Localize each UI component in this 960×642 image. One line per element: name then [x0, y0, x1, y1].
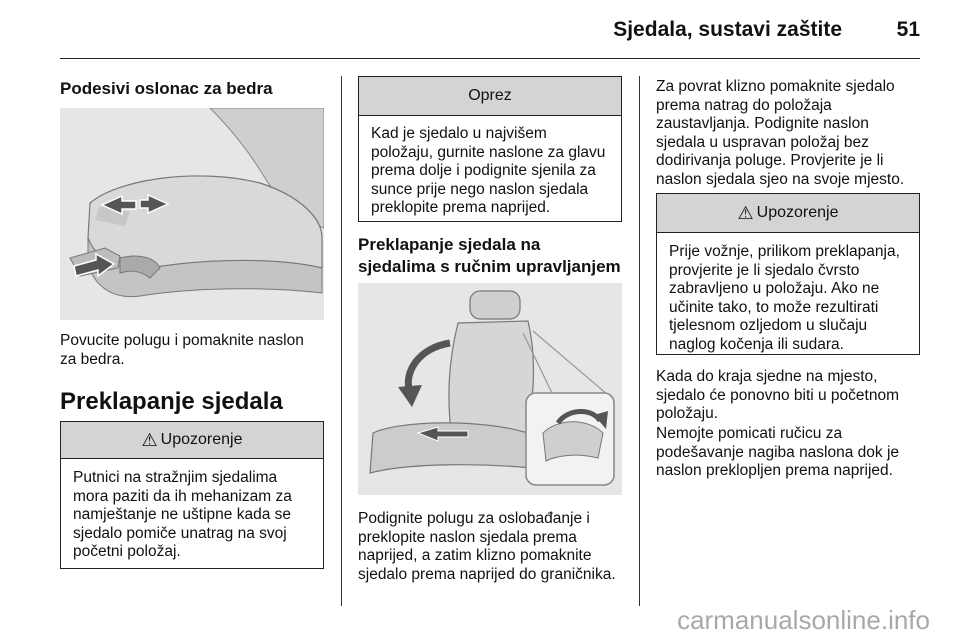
seat-folding-illustration	[358, 283, 622, 495]
manual-seat-folding-instruction: Podignite polugu za oslobađanje i preklopite naslon sjedala prema naprijed, a zatim klizno pomaknite sjedalo prema naprijed do graničnika.	[358, 510, 616, 583]
warning-box-rear-passengers	[60, 421, 324, 569]
warning-box-header	[61, 422, 323, 459]
recline-lever-caution-note: Nemojte pomicati ručicu za podešavanje nagiba naslona dok je naslon preklopljen prema naprijed.	[656, 425, 900, 479]
section-heading-manual-seat-folding-line2: sjedalima s ručnim upravljanjem	[358, 257, 621, 276]
caution-box	[358, 76, 622, 222]
warning-box-header	[657, 194, 919, 233]
column-divider-2	[639, 76, 640, 606]
caution-title: Oprez	[468, 87, 512, 104]
seat-folding-drawing	[358, 283, 622, 495]
column-divider-1	[341, 76, 342, 606]
section-heading-thigh-support: Podesivi oslonac za bedra	[60, 79, 273, 98]
header-divider	[60, 58, 920, 59]
warning-title: Upozorenje	[160, 431, 243, 448]
warning-text: Prije vožnje, prilikom preklapanja, provjerite je li sjedalo čvrsto zabravljeno u položaju. Ako ne učinite tako, to može rezultirati tjelesnom ozljedom u slučaju naglog kočenja ili sudara.	[669, 243, 900, 353]
caution-text: Kad je sjedalo u najvišem položaju, gurnite naslone za glavu prema dolje i podignite sjenila za sunce prije nego naslon sjedala preklopite prema naprijed.	[371, 125, 606, 216]
warning-title: Upozorenje	[756, 204, 839, 221]
thigh-support-drawing	[60, 108, 324, 320]
page-number: 51	[896, 18, 920, 41]
thigh-support-instruction: Povucite polugu i pomaknite naslon za bedra.	[60, 332, 304, 368]
section-heading-manual-seat-folding-line1: Preklapanje sjedala na	[358, 235, 541, 254]
warning-text: Putnici na stražnjim sjedalima mora paziti da ih mehanizam za namještanje ne uštipne kada se sjedalo pomiče unatrag na svoj početni položaj.	[73, 469, 292, 560]
watermark: carmanualsonline.info	[677, 605, 930, 635]
warning-icon: ⚠	[737, 203, 754, 223]
seat-return-instruction: Za povrat klizno pomaknite sjedalo prema natrag do položaja zaustavljanja. Podignite naslon sjedala u uspravan položaj bez dodirivanja poluge. Provjerite je li naslon sjedala sjeo na svoje mjesto.	[656, 78, 905, 188]
warning-box-seat-locked	[656, 193, 920, 355]
warning-icon: ⚠	[141, 430, 158, 450]
running-header-title: Sjedala, sustavi zaštite	[613, 18, 842, 41]
seat-initial-position-note: Kada do kraja sjedne na mjesto, sjedalo će ponovno biti u početnom položaju.	[656, 368, 899, 422]
thigh-support-illustration	[60, 108, 324, 320]
section-title-seat-folding: Preklapanje sjedala	[60, 388, 283, 415]
caution-box-header	[359, 77, 621, 116]
